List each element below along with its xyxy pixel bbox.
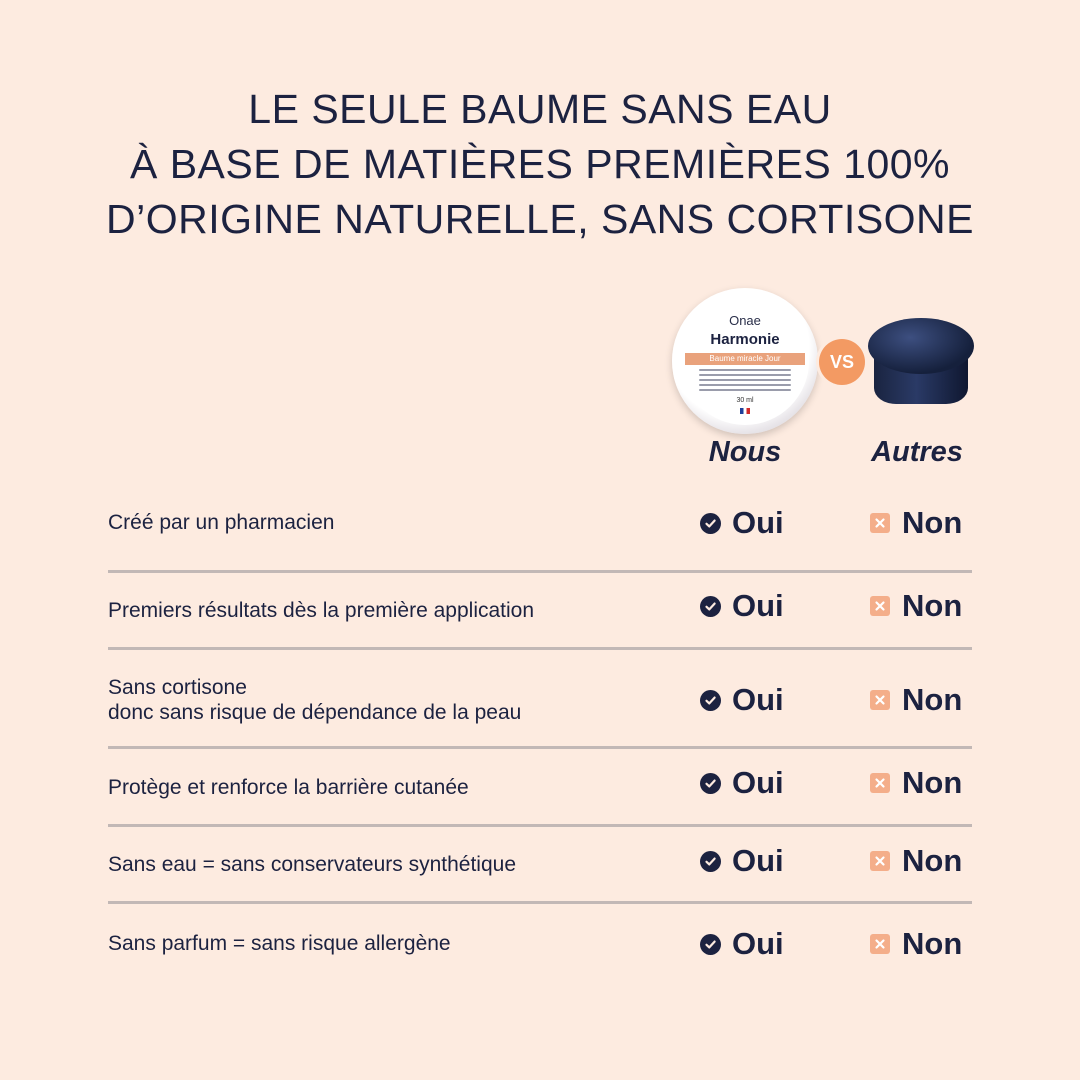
row-divider bbox=[108, 901, 972, 904]
vs-badge: VS bbox=[819, 339, 865, 385]
ours-value: Oui bbox=[732, 926, 784, 961]
ours-value: Oui bbox=[732, 588, 784, 623]
product-subtitle: Baume miracle Jour bbox=[685, 353, 805, 365]
brand-logo: Onae bbox=[729, 313, 761, 328]
check-circle-icon bbox=[700, 851, 721, 872]
others-answer bbox=[870, 926, 962, 962]
others-value: Non bbox=[902, 505, 963, 540]
row-divider bbox=[108, 570, 972, 573]
check-circle-icon bbox=[700, 513, 721, 534]
x-square-icon bbox=[870, 690, 890, 710]
column-header-others: Autres bbox=[871, 436, 963, 468]
product-name: Harmonie bbox=[710, 331, 780, 348]
our-product-jar bbox=[672, 288, 818, 434]
x-square-icon bbox=[870, 773, 890, 793]
ours-answer bbox=[700, 588, 784, 624]
ours-value: Oui bbox=[732, 505, 784, 540]
page-title bbox=[0, 82, 1080, 247]
x-square-icon bbox=[870, 513, 890, 533]
check-circle-icon bbox=[700, 934, 721, 955]
others-value: Non bbox=[902, 588, 963, 623]
others-value: Non bbox=[902, 765, 963, 800]
row-label: Sans eau = sans conservateurs synthétique bbox=[108, 853, 517, 876]
ours-value: Oui bbox=[732, 843, 784, 878]
others-value: Non bbox=[902, 843, 963, 878]
x-square-icon bbox=[870, 851, 890, 871]
check-circle-icon bbox=[700, 773, 721, 794]
row-divider bbox=[108, 647, 972, 650]
row-label: Créé par un pharmacien bbox=[108, 511, 335, 534]
ours-answer bbox=[700, 765, 784, 801]
ours-value: Oui bbox=[732, 682, 784, 717]
title-line: À BASE DE MATIÈRES PREMIÈRES 100% bbox=[129, 141, 951, 187]
x-square-icon bbox=[870, 934, 890, 954]
others-answer bbox=[870, 682, 962, 718]
others-answer bbox=[870, 588, 962, 624]
row-label: Sans cortisone donc sans risque de dépendance de la peau bbox=[108, 676, 522, 724]
column-header-ours: Nous bbox=[708, 436, 782, 468]
others-answer bbox=[870, 505, 962, 541]
jar-fine-print bbox=[699, 369, 791, 394]
check-circle-icon bbox=[700, 596, 721, 617]
row-divider bbox=[108, 746, 972, 749]
product-volume: 30 ml bbox=[736, 397, 754, 404]
ours-value: Oui bbox=[732, 765, 784, 800]
others-answer bbox=[870, 765, 962, 801]
other-product-jar bbox=[866, 314, 976, 410]
others-value: Non bbox=[902, 926, 963, 961]
title-line: D’ORIGINE NATURELLE, SANS CORTISONE bbox=[105, 196, 975, 242]
x-square-icon bbox=[870, 596, 890, 616]
others-answer bbox=[870, 843, 962, 879]
french-flag-icon bbox=[740, 408, 750, 414]
row-label: Sans parfum = sans risque allergène bbox=[108, 932, 451, 955]
ours-answer bbox=[700, 505, 784, 541]
title-line: LE SEULE BAUME SANS EAU bbox=[248, 86, 832, 132]
row-label: Premiers résultats dès la première application bbox=[108, 599, 535, 622]
ours-answer bbox=[700, 682, 784, 718]
ours-answer bbox=[700, 926, 784, 962]
row-divider bbox=[108, 824, 972, 827]
ours-answer bbox=[700, 843, 784, 879]
row-label: Protège et renforce la barrière cutanée bbox=[108, 776, 469, 799]
jar-lid-label bbox=[681, 297, 809, 425]
check-circle-icon bbox=[700, 690, 721, 711]
others-value: Non bbox=[902, 682, 963, 717]
